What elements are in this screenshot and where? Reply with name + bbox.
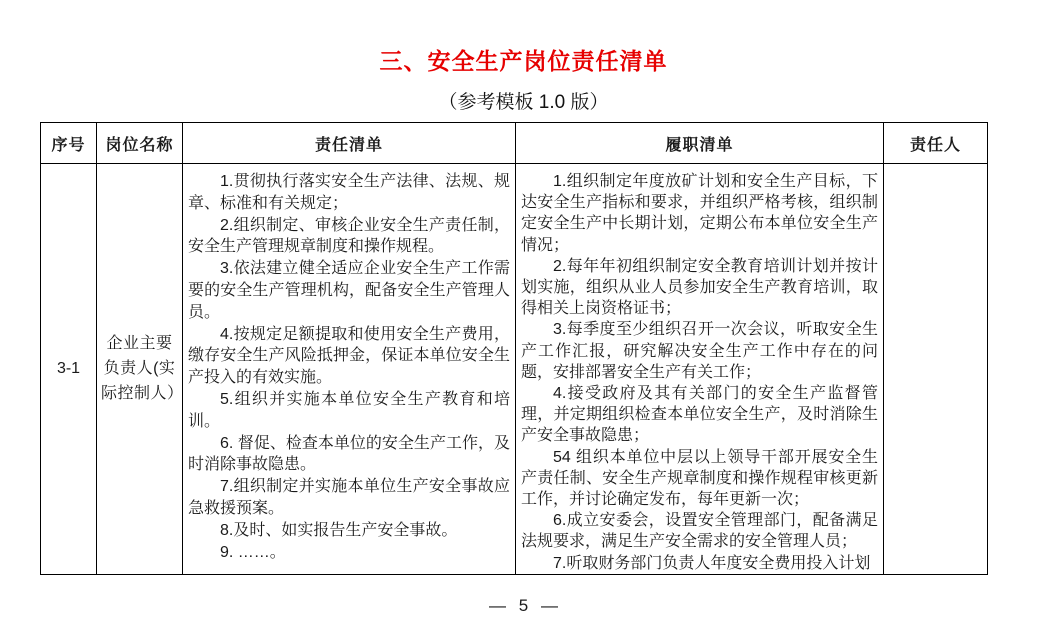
responsibility-item: 1.贯彻执行落实安全生产法律、法规、规章、标准和有关规定；: [188, 173, 510, 212]
cell-responsibility-list: [183, 164, 516, 575]
duty-item: 1.组织制定年度放矿计划和安全生产目标，下达安全生产指标和要求，并组织严格考核，组织制定安全生产中长期计划，定期公布本单位安全生产情况；: [521, 173, 878, 254]
duty-item: 2.每年年初组织制定安全教育培训计划并按计划实施，组织从业人员参加安全生产教育培训，取得相关上岗资格证书；: [521, 257, 878, 318]
table-row: [41, 164, 988, 575]
cell-duty-performance-list: [516, 164, 884, 575]
header-serial-number: 序号: [41, 123, 97, 164]
page-title: 三、安全生产岗位责任清单: [379, 48, 668, 74]
responsibility-item: 2.组织制定、审核企业安全生产责任制，安全生产管理规章制度和操作规程。: [188, 216, 510, 256]
duty-item: 6.成立安委会，设置安全管理部门，配备满足法规要求，满足生产安全需求的安全管理人员；: [521, 512, 878, 551]
table-header-row: [41, 123, 988, 164]
responsibility-item: 6. 督促、检查本单位的安全生产工作，及时消除事故隐患。: [188, 434, 510, 474]
duty-item: 4.接受政府及其有关部门的安全生产监督管理，并定期组织检查本单位安全生产，及时消除生产安全事故隐患；: [521, 385, 878, 445]
responsibility-item: 3.依法建立健全适应企业安全生产工作需要的安全生产管理机构，配备安全生产管理人员。: [188, 260, 510, 321]
responsibility-item: 7.组织制定并实施本单位生产安全事故应急救援预案。: [188, 478, 510, 517]
header-position-name: 岗位名称: [97, 123, 183, 164]
header-responsible-person: 责任人: [884, 123, 988, 164]
responsibility-item: 8.及时、如实报告生产安全事故。: [220, 521, 458, 539]
duty-item: 3.每季度至少组织召开一次会议，听取安全生产工作汇报，研究解决安全生产工作中存在的问题，安排部署安全生产有关工作；: [521, 321, 878, 381]
cell-serial-number: 3-1: [41, 164, 97, 575]
header-responsibility-list: 责任清单: [183, 123, 516, 164]
cell-responsible-person: [884, 164, 988, 575]
page-number: — 5 —: [489, 595, 558, 615]
duty-item: 7.听取财务部门负责人年度安全费用投入计划: [553, 554, 871, 572]
responsibility-item: 9. ……。: [220, 543, 286, 561]
responsibility-item: 5.组织并实施本单位安全生产教育和培训。: [188, 390, 510, 430]
responsibility-item: 4.按规定足额提取和使用安全生产费用，缴存安全生产风险抵押金，保证本单位安全生产投入的有效实施。: [188, 325, 510, 387]
duty-item: 54 组织本单位中层以上领导干部开展安全生产责任制、安全生产规章制度和操作规程审核更新工作，并讨论确定发布，每年更新一次；: [521, 448, 878, 509]
page-subtitle: （参考模板 1.0 版）: [438, 92, 609, 113]
responsibility-table: [40, 122, 988, 575]
header-duty-performance-list: 履职清单: [516, 123, 884, 164]
cell-position-name: 企业主要负责人(实际控制人）: [97, 164, 183, 575]
